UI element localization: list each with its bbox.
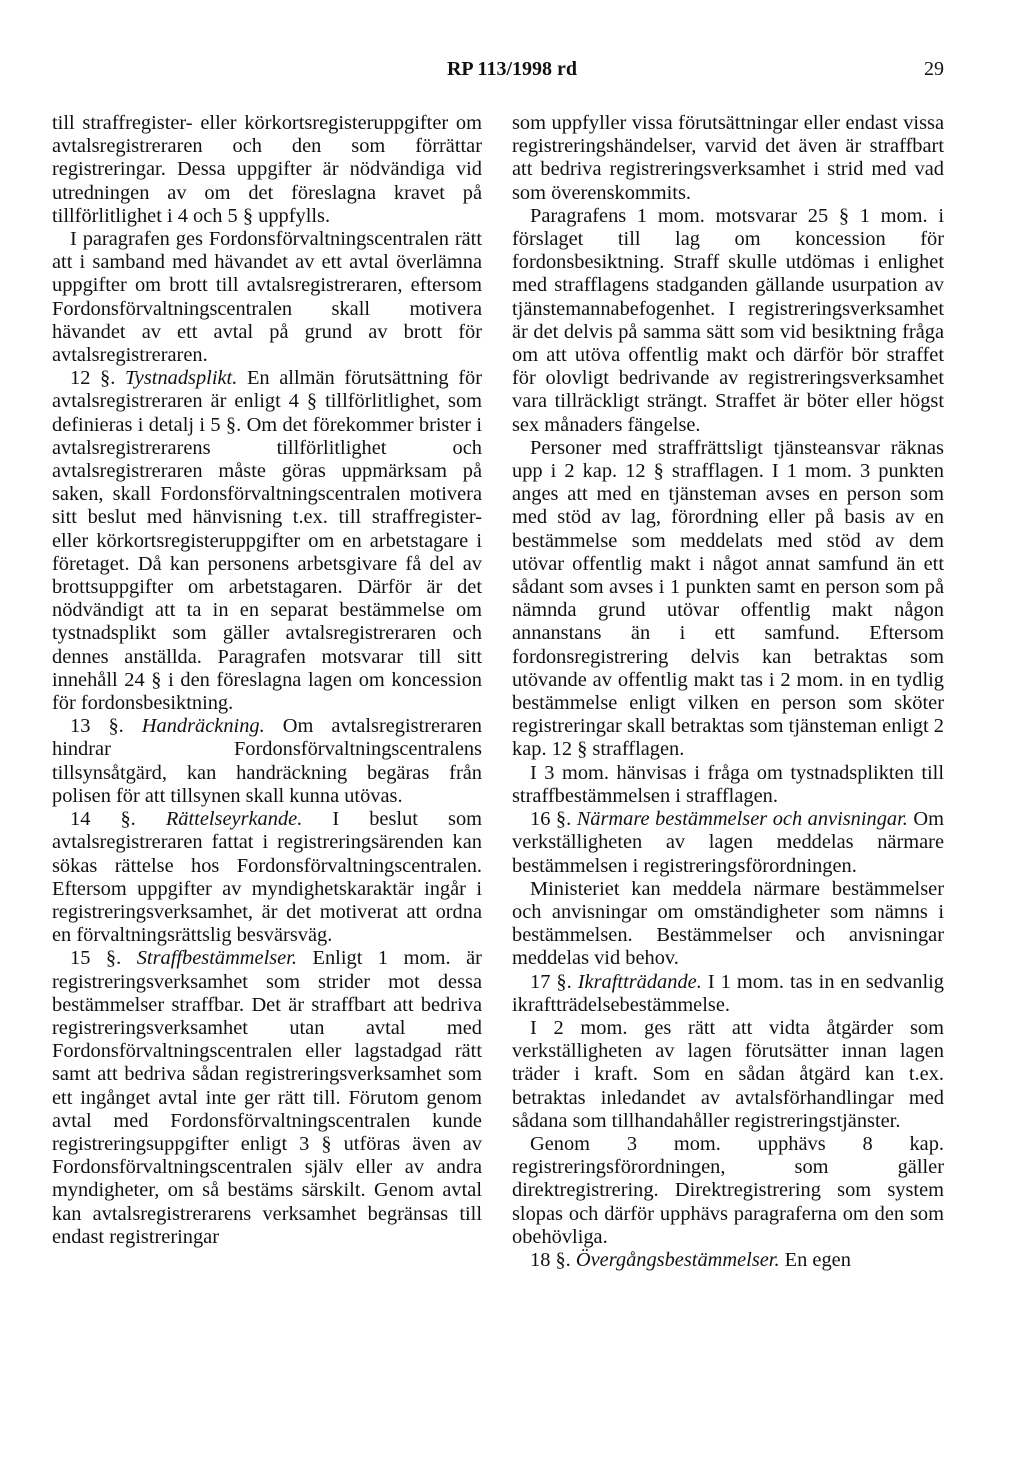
section-heading: Straffbestämmelser.: [136, 947, 298, 970]
page-header: [0, 58, 1024, 88]
left-column: [52, 112, 482, 1249]
section-paragraph: [52, 715, 482, 808]
paragraph: Personer med straffrättsligt tjänsteansvar räknas upp i 2 kap. 12 § strafflagen. I 1 mom. 3 punkten anges att med en tjänsteman avses en person som med stöd av lag, förordning eller på basis av en bestämmelse som meddelats med stöd av dem utövar offentlig makt i något annat samfund än ett sådant som avses i 1 punkten samt en person som på nämnda grund utövar offentlig makt någon annanstans än i ett samfund. Eftersom fordonsregistrering delvis kan betraktas som utövande av offentlig makt tas i 2 mom. in en tydlig bestämmelse enligt vilken en person som sköter registreringar skall betraktas som tjänsteman enligt 2 kap. 12 § strafflagen.: [512, 436, 944, 761]
running-title: RP 113/1998 rd: [446, 58, 577, 80]
section-paragraph: [512, 971, 944, 1017]
section-paragraph: [52, 947, 482, 1249]
section-text: En allmän förutsättning för avtalsregistreraren är enligt 4 § tillförlitlighet, som definieras i detalj i 5 §. Om det förekommer brister i avtalsregistrerarens tillförlitlighet och avtalsregistreraren måste göras uppmärksam på saken, skall Fordonsförvaltningscentralen motivera sitt beslut med hänvisning t.ex. till straffregister- eller körkortsregisteruppgifter om en arbetstagare i företaget. Då kan personens arbetsgivare få del av brottsuppgifter om arbetstagaren. Därför är det nödvändigt att ta in en separat bestämmelse om tystnadsplikt som gäller avtalsregistreraren och dennes anställda. Paragrafen motsvarar till sitt innehåll 24 § i den föreslagna lagen om koncession för fordonsbesiktning.: [52, 367, 482, 715]
paragraph: I 2 mom. ges rätt att vidta åtgärder som verkställigheten av lagen förutsätter innan lagen träder i kraft. Som en sådan åtgärd kan t.ex. betraktas inledandet av avtalsförhandlingar med sådana som tillhandahåller registreringstjänster.: [512, 1016, 944, 1132]
section-text: Om avtalsregistreraren hindrar Fordonsförvaltningscentralens tillsynsåtgärd, kan handräckning begäras från polisen för att tillsynen skall kunna utövas.: [52, 715, 482, 807]
paragraph: som uppfyller vissa förutsättningar eller endast vissa registreringshändelser, varvid det även är straffbart att bedriva registreringsverksamhet i strid med vad som överenskommits.: [512, 112, 944, 204]
section-number: 13 §.: [70, 715, 142, 738]
section-paragraph: [512, 1249, 944, 1272]
section-heading: Handräckning.: [141, 715, 265, 738]
page-number: 29: [924, 58, 944, 80]
section-text: I beslut som avtalsregistreraren fattat i registreringsärenden kan sökas rättelse hos Fordonsförvaltningscentralen. Eftersom uppgifter av myndighetskaraktär ingår i registreringsverksamhet, är det motiverat att ordna en förvaltningsrättslig besvärsväg.: [52, 808, 483, 947]
section-heading: Övergångsbestämmelser.: [575, 1248, 780, 1271]
section-text: En egen: [779, 1248, 851, 1271]
paragraph: Genom 3 mom. upphävs 8 kap. registreringsförordningen, som gäller direktregistrering. Direktregistrering som system slopas och därför upphävs paragraferna om den som obehövliga.: [512, 1132, 944, 1248]
section-number: 18 §.: [530, 1248, 576, 1271]
section-text: Om verkställigheten av lagen meddelas närmare bestämmelsen i registreringsförordningen.: [512, 808, 944, 877]
section-heading: Rättelseyrkande.: [165, 808, 303, 831]
section-number: 16 §.: [530, 808, 577, 831]
paragraph: I 3 mom. hänvisas i fråga om tystnadsplikten till straffbestämmelsen i strafflagen.: [512, 761, 944, 807]
section-paragraph: [512, 808, 944, 878]
section-paragraph: [52, 808, 482, 947]
section-number: 14 §.: [70, 808, 166, 831]
paragraph: Paragrafens 1 mom. motsvarar 25 § 1 mom. i förslaget till lag om koncession för fordonsbesiktning. Straff skulle utdömas i enlighet med strafflagens stadganden gällande usurpation av tjänstemannabefogenhet. I registreringsverksamhet är det delvis på samma sätt som vid besiktning fråga om att utöva offentlig makt och därför bör straffet för olovligt bedrivande av registreringsverksamhet vara tillräckligt strängt. Straffet är böter eller högst sex månaders fängelse.: [512, 204, 944, 436]
section-number: 15 §.: [70, 947, 137, 970]
paragraph: till straffregister- eller körkortsregisteruppgifter om avtalsregistreraren och den som förrättar registreringar. Dessa uppgifter är nödvändiga vid utredningen av om det föreslagna kravet på tillförlitlighet i 4 och 5 § uppfylls.: [52, 112, 482, 227]
paragraph: Ministeriet kan meddela närmare bestämmelser och anvisningar om omständigheter som nämns i bestämmelsen. Bestämmelser och anvisningar meddelas vid behov.: [512, 877, 944, 970]
section-text: Enligt 1 mom. är registreringsverksamhet som strider mot dessa bestämmelser straffbar. Det är straffbart att bedriva registreringsverksamhet utan avtal med Fordonsförvaltningscentralen eller lagstadgad rätt samt att bedriva sådan registreringsverksamhet som ett ingånget avtal inte ger rätt till. Förutom genom avtal med Fordonsförvaltningscentralen kunde registreringsuppgifter enligt 3 § utföras även av Fordonsförvaltningscentralen själv eller av andra myndigheter, om så bestäms särskilt. Genom avtal kan avtalsregistrerarens verksamhet begränsas till endast registreringar: [52, 947, 482, 1248]
paragraph: I paragrafen ges Fordonsförvaltningscentralen rätt att i samband med hävandet av ett avtal överlämna uppgifter om brott till avtalsregistreraren, eftersom Fordonsförvaltningscentralen skall motivera hävandet av ett avtal på grund av brott för avtalsregistreraren.: [52, 228, 482, 367]
section-heading: Närmare bestämmelser och anvisningar.: [576, 808, 908, 831]
section-text: I 1 mom. tas in en sedvanlig ikraftträdelsebestämmelse.: [512, 970, 944, 1016]
section-number: 17 §.: [530, 970, 578, 993]
section-heading: Tystnadsplikt.: [124, 367, 238, 390]
section-paragraph: [52, 367, 482, 715]
right-column: [512, 112, 944, 1272]
section-heading: Ikraftträdande.: [577, 970, 702, 993]
section-number: 12 §.: [70, 367, 125, 390]
